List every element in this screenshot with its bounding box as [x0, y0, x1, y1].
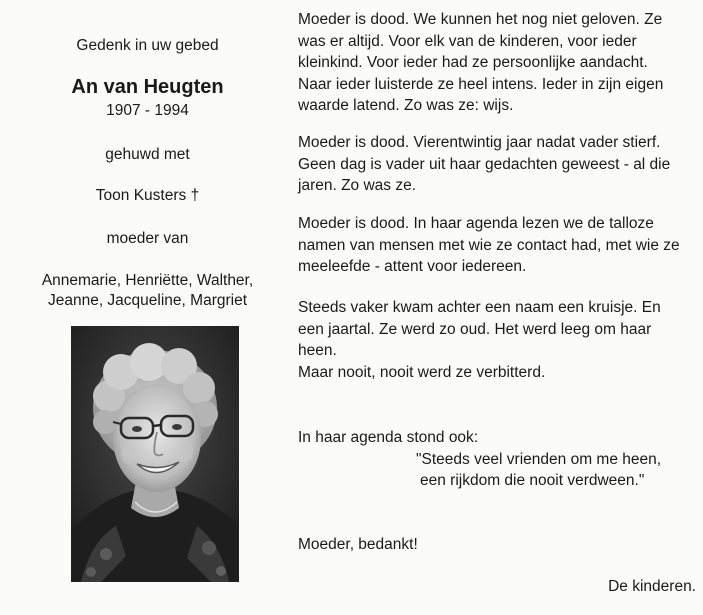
paragraph-1-line: kleinkind. Voor ieder had ze persoonlijke aandacht. [298, 54, 648, 71]
paragraph-4-line: Steeds vaker kwam achter een naam een kruisje. En [298, 299, 661, 316]
paragraph-2 [298, 132, 696, 197]
life-years: 1907 - 1994 [106, 102, 189, 119]
paragraph-4-line: Maar nooit, nooit werd ze verbitterd. [298, 363, 546, 381]
paragraph-4 [298, 297, 696, 383]
paragraph-1-line: Naar ieder luisterde ze heel intens. Ieder in zijn eigen [298, 75, 664, 93]
paragraph-1-line: waarde latend. Zo was ze: wijs. [298, 97, 514, 114]
spouse-name: Toon Kusters † [95, 187, 200, 204]
mother-label: moeder van [106, 230, 189, 247]
agenda-quote-block [298, 427, 696, 492]
thanks-line: Moeder, bedankt! [298, 536, 418, 553]
children-line-2: Jeanne, Jacqueline, Margriet [47, 292, 248, 309]
quote-line-1: "Steeds veel vrienden om me heen, [416, 450, 662, 468]
agenda-intro: In haar agenda stond ook: [298, 429, 479, 446]
paragraph-2-line: jaren. Zo was ze. [298, 177, 417, 194]
portrait-icon [71, 326, 239, 582]
deceased-name: An van Heugten [71, 76, 224, 98]
married-label: gehuwd met [105, 146, 190, 163]
children-line-1: Annemarie, Henriëtte, Walther, [41, 272, 254, 289]
paragraph-3-line: meeleefde - attent voor iedereen. [298, 258, 527, 275]
paragraph-3-line: Moeder is dood. In haar agenda lezen we de talloze [298, 215, 654, 232]
right-column [298, 9, 696, 609]
paragraph-3-line: namen van mensen met wie ze contact had, met wie ze [298, 236, 680, 254]
paragraph-1-line: Moeder is dood. We kunnen het nog niet geloven. Ze [298, 11, 663, 28]
paragraph-2-line: Geen dag is vader uit haar gedachten geweest - al die [298, 155, 671, 173]
paragraph-4-line: heen. [298, 342, 337, 359]
paragraph-1 [298, 9, 696, 117]
paragraph-4-line: een jaartal. Ze werd zo oud. Het werd leeg om haar [298, 320, 652, 338]
quote-line-2: een rijkdom die nooit verdween." [420, 472, 645, 489]
paragraph-2-line: Moeder is dood. Vierentwintig jaar nadat vader stierf. [298, 134, 661, 151]
prayer-header: Gedenk in uw gebed [76, 37, 219, 54]
portrait-photo [71, 326, 239, 582]
paragraph-3 [298, 213, 696, 278]
signature: De kinderen. [608, 578, 696, 595]
paragraph-1-line: was er altijd. Voor elk van de kinderen, voor ieder [298, 32, 637, 50]
